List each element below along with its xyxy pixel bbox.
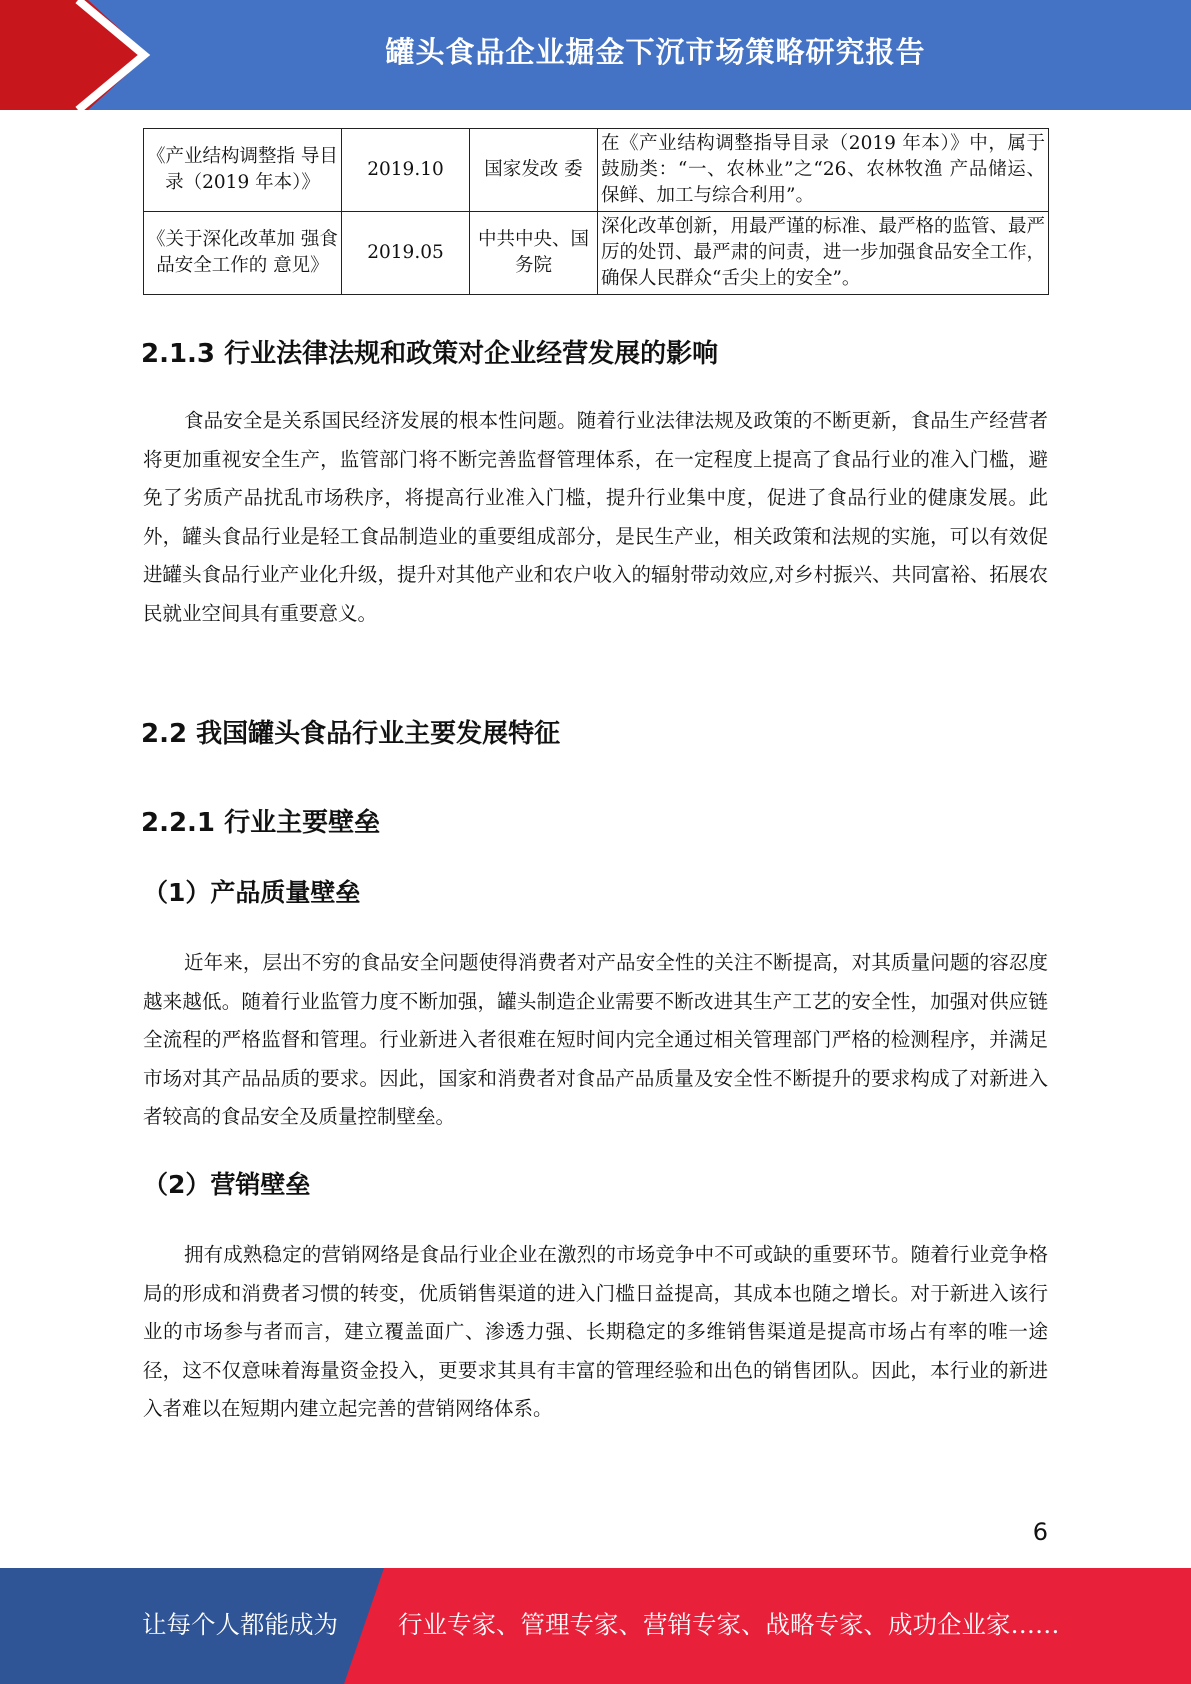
subheading-marketing: （2）营销壁垒 [143, 1170, 311, 1199]
regulations-table [143, 128, 1049, 295]
table-row [144, 129, 1049, 212]
section-heading-2-2-1: 2.2.1 行业主要壁垒 [141, 808, 381, 838]
section-heading-2-2: 2.2 我国罐头食品行业主要发展特征 [141, 719, 561, 749]
footer-slogan-right: 行业专家、管理专家、营销专家、战略专家、成功企业家…… [398, 1610, 1060, 1639]
regulation-issuer-cell: 中共中央、国务院 [470, 212, 598, 295]
footer-slogan-left: 让每个人都能成为 [142, 1610, 338, 1639]
regulation-date-cell: 2019.10 [342, 129, 470, 212]
report-title: 罐头食品企业掘金下沉市场策略研究报告 [385, 34, 926, 69]
section-heading-2-1-3: 2.1.3 行业法律法规和政策对企业经营发展的影响 [141, 339, 719, 369]
page-footer [0, 1568, 1191, 1684]
paragraph-product-quality: 近年来，层出不穷的食品安全问题使得消费者对产品安全性的关注不断提高，对其质量问题的容忍度越来越低。随着行业监管力度不断加强，罐头制造企业需要不断改进其生产工艺的安全性，加强对供应链全流程的严格监督和管理。行业新进入者很难在短时间内完全通过相关管理部门严格的检测程序，并满足市场对其产品品质的要求。因此，国家和消费者对食品产品质量及安全性不断提升的要求构成了对新进入者较高的食品安全及质量控制壁垒。 [143, 951, 1048, 1128]
regulation-name-cell: 《产业结构调整指 导目录（2019 年本）》 [144, 129, 342, 212]
paragraph-marketing: 拥有成熟稳定的营销网络是食品行业企业在激烈的市场竞争中不可或缺的重要环节。随着行业竞争格局的形成和消费者习惯的转变，优质销售渠道的进入门槛日益提高，其成本也随之增长。对于新进入该行业的市场参与者而言，建立覆盖面广、渗透力强、长期稳定的多维销售渠道是提高市场占有率的唯一途径，这不仅意味着海量资金投入，更要求其具有丰富的管理经验和出色的销售团队。因此，本行业的新进入者难以在短期内建立起完善的营销网络体系。 [143, 1243, 1048, 1420]
regulation-content-cell: 深化改革创新，用最严谨的标准、最严格的监管、最严厉的处罚、最严肃的问责，进一步加强食品安全工作，确保人民群众“舌尖上的安全”。 [598, 212, 1049, 295]
subheading-product-quality: （1）产品质量壁垒 [143, 878, 361, 907]
table-row [144, 212, 1049, 295]
page-header [0, 0, 1191, 110]
regulation-date-cell: 2019.05 [342, 212, 470, 295]
regulation-name-cell: 《关于深化改革加 强食品安全工作的 意见》 [144, 212, 342, 295]
paragraph-2-1-3: 食品安全是关系国民经济发展的根本性问题。随着行业法律法规及政策的不断更新，食品生产经营者将更加重视安全生产，监管部门将不断完善监督管理体系，在一定程度上提高了食品行业的准入门槛，避免了劣质产品扰乱市场秩序，将提高行业准入门槛，提升行业集中度，促进了食品行业的健康发展。此外，罐头食品行业是轻工食品制造业的重要组成部分，是民生产业，相关政策和法规的实施，可以有效促进罐头食品行业产业化升级，提升对其他产业和农户收入的辐射带动效应,对乡村振兴、共同富裕、拓展农民就业空间具有重要意义。 [143, 409, 1048, 625]
page-number: 6 [1032, 1518, 1048, 1546]
regulation-content-cell: 在《产业结构调整指导目录（2019 年本）》中，属于鼓励类：“一、农林业”之“26、农林牧渔 产品储运、保鲜、加工与综合利用”。 [598, 129, 1049, 212]
regulation-issuer-cell: 国家发改 委 [470, 129, 598, 212]
